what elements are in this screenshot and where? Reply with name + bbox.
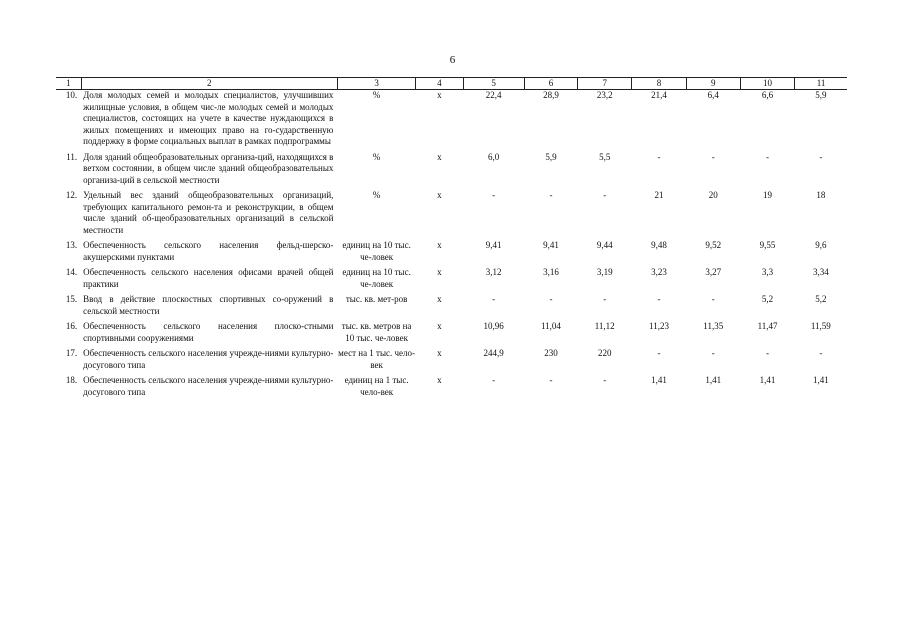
value-cell: х (437, 240, 442, 250)
value-cell: 6,0 (488, 151, 500, 162)
value-cell: 1,41 (759, 375, 776, 385)
value-cell: - (819, 151, 823, 162)
value-cell: 23,2 (596, 90, 613, 100)
value-cell: 28,9 (543, 90, 559, 100)
value-cell: 10,96 (483, 321, 504, 331)
table-row (56, 190, 847, 240)
table-row (56, 267, 847, 294)
row-number: 13. (65, 240, 78, 250)
indicator-name: Обеспеченность сельского населения фельд-шерско-акушерскими пунктами (83, 240, 334, 262)
unit-cell: % (372, 151, 381, 162)
column-header: 2 (81, 78, 337, 90)
table-row (56, 240, 847, 267)
indicator-name: Обеспеченность сельского населения учрежде-ниями культурно-досугового типа (83, 375, 334, 397)
column-header: 1 (56, 78, 81, 90)
value-cell: - (711, 151, 715, 162)
value-cell: х (437, 294, 442, 304)
value-cell: - (549, 190, 553, 200)
value-cell: - (492, 294, 496, 304)
column-header: 3 (337, 78, 415, 90)
header-row (56, 78, 847, 90)
unit-cell: % (372, 190, 381, 200)
indicator-name: Доля молодых семей и молодых специалистов, улучшивших жилищные условия, в общем чис-ле молодых семей и молодых специалистов, состоящих на учете в качестве нуждающихся в жилых помещениях и имеющих право на го-сударственную поддержку в форме социальных выплат в рамках подпрограммы (83, 90, 334, 146)
value-cell: 9,48 (651, 240, 667, 250)
value-cell: 9,6 (815, 240, 827, 250)
value-cell: 11,47 (757, 321, 778, 331)
row-number: 18. (65, 375, 78, 385)
table-row (56, 294, 847, 321)
value-cell: 5,9 (815, 90, 827, 100)
value-cell: 244,9 (483, 348, 504, 358)
value-cell: - (492, 375, 496, 385)
value-cell: 5,2 (815, 294, 827, 304)
value-cell: 1,41 (812, 375, 829, 385)
column-header: 9 (686, 78, 740, 90)
value-cell: х (437, 190, 442, 200)
value-cell: 19 (763, 190, 773, 200)
value-cell: 3,3 (761, 267, 774, 277)
value-cell: - (603, 294, 607, 304)
table-row (56, 321, 847, 348)
column-header: 10 (740, 78, 794, 90)
column-header: 11 (795, 78, 847, 90)
value-cell: х (437, 375, 442, 385)
column-header: 6 (524, 78, 577, 90)
value-cell: 9,52 (705, 240, 722, 250)
indicator-name: Удельный вес зданий общеобразовательных организаций, требующих капитального ремон-та и реконструкции, в общем числе зданий об-щеобразовательных организаций в сельской местности (83, 190, 334, 235)
value-cell: х (437, 151, 442, 162)
unit-cell: мест на 1 тыс. чело-век (338, 348, 416, 370)
value-cell: - (549, 375, 553, 385)
value-cell: 11,23 (649, 321, 669, 331)
value-cell: 1,41 (705, 375, 722, 385)
value-cell: - (657, 294, 661, 304)
value-cell: 3,23 (651, 267, 667, 277)
value-cell: х (437, 321, 442, 331)
row-number: 14. (65, 267, 78, 277)
value-cell: 3,19 (596, 267, 613, 277)
value-cell: 11,04 (541, 321, 561, 331)
column-header: 7 (578, 78, 632, 90)
value-cell: 6,4 (707, 90, 719, 100)
value-cell: 11,59 (810, 321, 831, 331)
value-cell: 11,35 (703, 321, 724, 331)
table-row (56, 90, 847, 152)
value-cell: 9,41 (543, 240, 559, 250)
value-cell: - (766, 348, 770, 358)
value-cell: - (766, 151, 770, 162)
row-number: 15. (65, 294, 78, 304)
value-cell: 220 (597, 348, 612, 358)
indicator-name: Доля зданий общеобразовательных организа-ций, находящихся в ветхом состоянии, в общем числе зданий общеобразовательных организа-ций в сельской местности (83, 151, 334, 185)
row-number: 10. (65, 90, 78, 100)
value-cell: - (603, 375, 607, 385)
column-header: 8 (632, 78, 686, 90)
value-cell: 230 (544, 348, 558, 358)
value-cell: 20 (708, 190, 718, 200)
indicator-name: Обеспеченность сельского населения офисами врачей общей практики (83, 267, 334, 289)
value-cell: - (657, 348, 661, 358)
value-cell: х (437, 348, 442, 358)
column-header: 4 (416, 78, 463, 90)
value-cell: 22,4 (485, 90, 502, 100)
value-cell: 5,5 (599, 151, 611, 162)
value-cell: 1,41 (651, 375, 667, 385)
table-row (56, 375, 847, 402)
value-cell: - (657, 151, 661, 162)
row-number: 16. (65, 321, 78, 331)
row-number: 11. (66, 151, 78, 162)
table-row (56, 348, 847, 375)
indicators-table (56, 77, 847, 402)
value-cell: 11,12 (594, 321, 615, 331)
value-cell: - (711, 294, 715, 304)
value-cell: - (711, 348, 715, 358)
value-cell: 21,4 (651, 90, 667, 100)
value-cell: 21 (654, 190, 664, 200)
unit-cell: % (372, 90, 381, 100)
value-cell: х (437, 90, 442, 100)
value-cell: 3,12 (485, 267, 502, 277)
value-cell: - (819, 348, 823, 358)
unit-cell: тыс. кв. метров на 10 тыс. че-ловек (341, 321, 412, 343)
value-cell: 5,2 (761, 294, 774, 304)
indicator-name: Обеспеченность сельского населения плоско-стными спортивными сооружениями (83, 321, 334, 343)
value-cell: - (603, 190, 607, 200)
page-number: 6 (449, 54, 456, 66)
value-cell: 9,55 (759, 240, 776, 250)
indicator-name: Ввод в действие плоскостных спортивных со-оружений в сельской местности (83, 294, 334, 316)
row-number: 17. (65, 348, 78, 358)
value-cell: - (492, 190, 496, 200)
unit-cell: единиц на 1 тыс. чело-век (344, 375, 409, 397)
value-cell: 9,41 (485, 240, 502, 250)
value-cell: 9,44 (596, 240, 613, 250)
unit-cell: единиц на 10 тыс. че-ловек (342, 240, 411, 262)
value-cell: - (549, 294, 553, 304)
value-cell: 6,6 (761, 90, 774, 100)
value-cell: 5,9 (545, 151, 557, 162)
value-cell: 3,34 (812, 267, 829, 277)
table-row (56, 152, 847, 191)
column-header: 5 (463, 78, 524, 90)
value-cell: 18 (816, 190, 826, 200)
value-cell: х (437, 267, 442, 277)
unit-cell: единиц на 10 тыс. че-ловек (342, 267, 411, 289)
unit-cell: тыс. кв. мет-ров (345, 294, 408, 304)
row-number: 12. (65, 190, 78, 200)
indicator-name: Обеспеченность сельского населения учрежде-ниями культурно-досугового типа (83, 348, 334, 370)
value-cell: 3,27 (705, 267, 722, 277)
value-cell: 3,16 (543, 267, 559, 277)
